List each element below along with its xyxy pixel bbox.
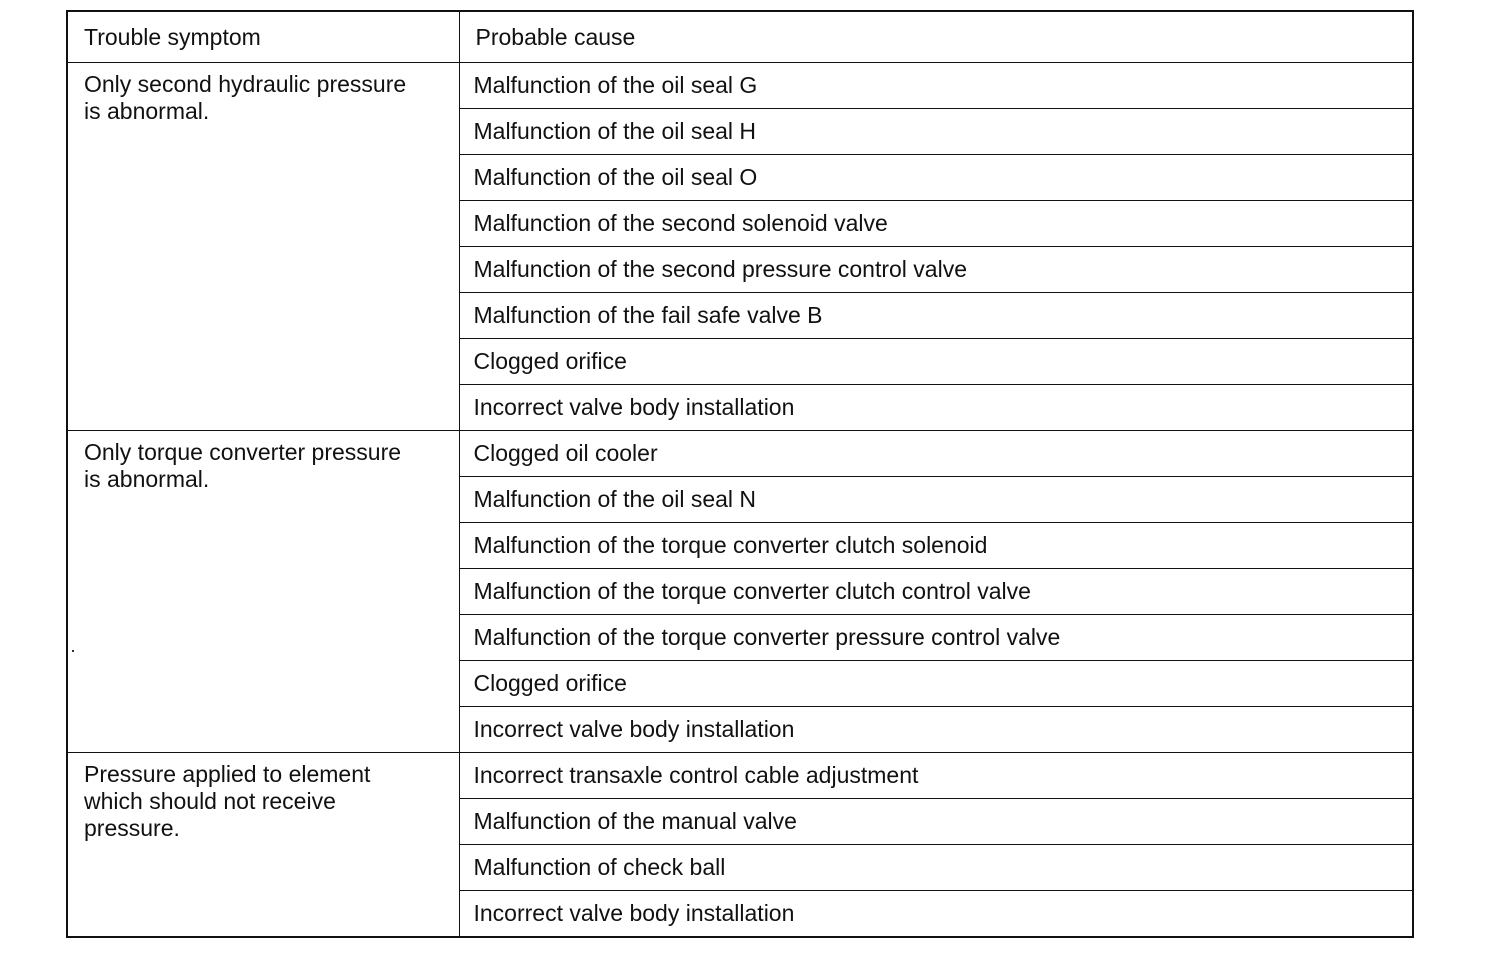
table-header-row (67, 11, 1413, 63)
symptom-cell: Pressure applied to element which should not receive pressure. (67, 753, 459, 938)
cause-cell: Clogged orifice (459, 339, 1413, 385)
cause-cell: Clogged orifice (459, 661, 1413, 707)
table-row (67, 63, 1413, 109)
cause-cell: Malfunction of the torque converter clutch solenoid (459, 523, 1413, 569)
cause-cell: Incorrect transaxle control cable adjustment (459, 753, 1413, 799)
cause-cell: Malfunction of the torque converter clutch control valve (459, 569, 1413, 615)
cause-cell: Malfunction of the oil seal H (459, 109, 1413, 155)
cause-cell: Malfunction of the second pressure control valve (459, 247, 1413, 293)
header-probable-cause: Probable cause (459, 11, 1413, 63)
symptom-cell: Only second hydraulic pressure is abnormal. (67, 63, 459, 431)
symptom-cell: Only torque converter pressure is abnormal. (67, 431, 459, 753)
table-row (67, 431, 1413, 477)
cause-cell: Malfunction of the torque converter pressure control valve (459, 615, 1413, 661)
scan-speck (72, 650, 74, 652)
cause-cell: Malfunction of check ball (459, 845, 1413, 891)
cause-cell: Malfunction of the oil seal O (459, 155, 1413, 201)
cause-cell: Malfunction of the oil seal N (459, 477, 1413, 523)
cause-cell: Malfunction of the manual valve (459, 799, 1413, 845)
cause-cell: Malfunction of the second solenoid valve (459, 201, 1413, 247)
cause-cell: Malfunction of the fail safe valve B (459, 293, 1413, 339)
cause-cell: Clogged oil cooler (459, 431, 1413, 477)
header-trouble-symptom: Trouble symptom (67, 11, 459, 63)
cause-cell: Incorrect valve body installation (459, 707, 1413, 753)
cause-cell: Incorrect valve body installation (459, 891, 1413, 938)
troubleshooting-table (66, 10, 1414, 938)
table-row (67, 753, 1413, 799)
cause-cell: Malfunction of the oil seal G (459, 63, 1413, 109)
cause-cell: Incorrect valve body installation (459, 385, 1413, 431)
